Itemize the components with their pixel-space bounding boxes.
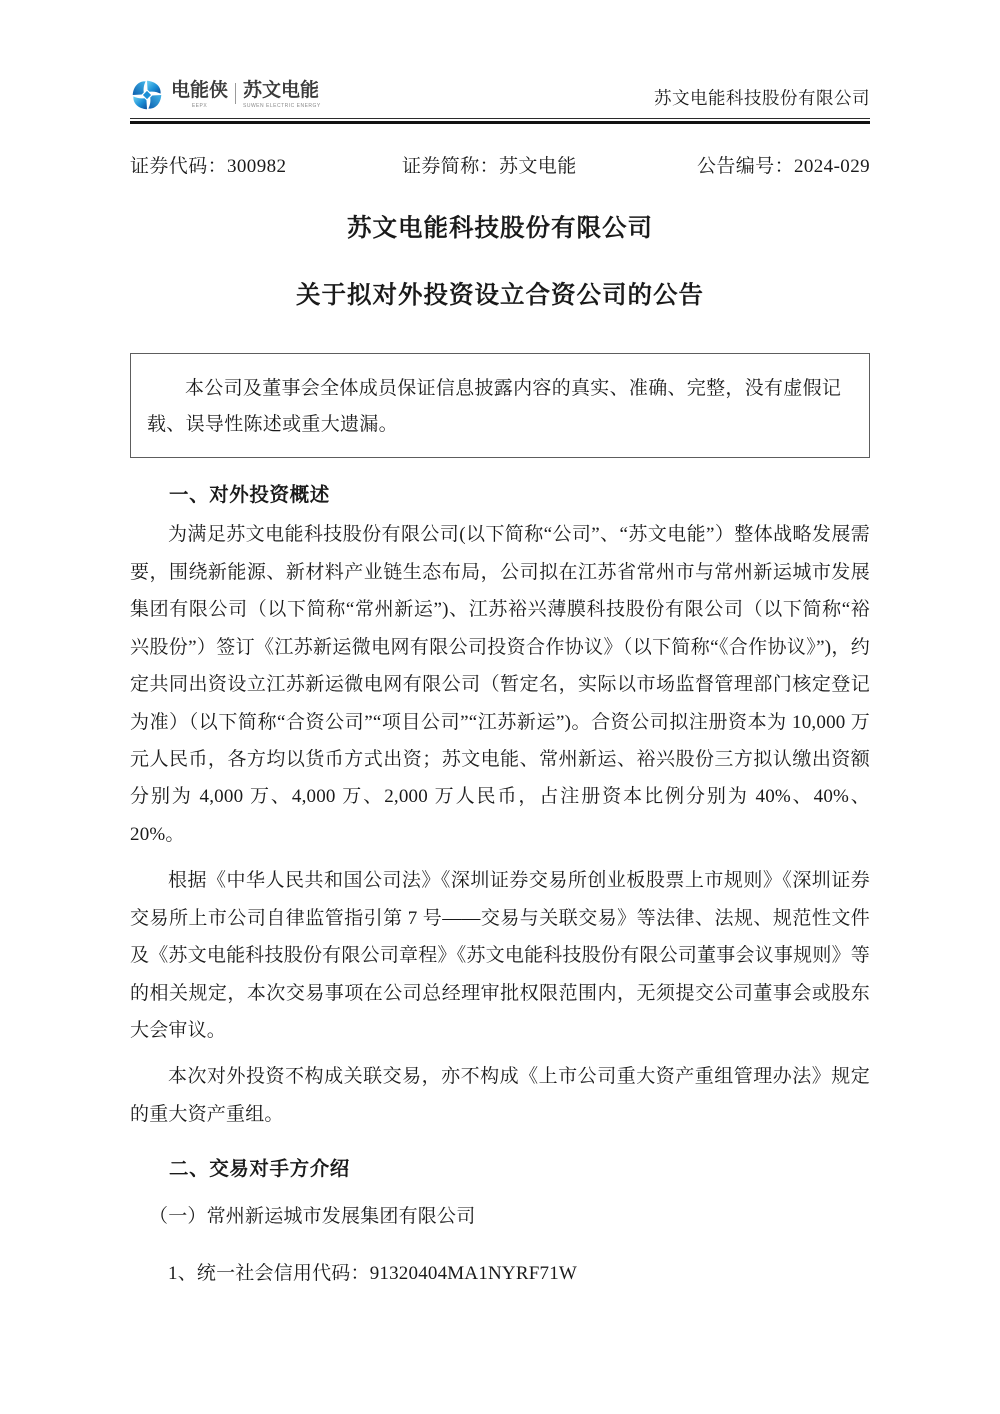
paragraph-regulations: 根据《中华人民共和国公司法》《深圳证券交易所创业板股票上市规则》《深圳证券交易所上市公司自律监管指引第 7 号——交易与关联交易》等法律、法规、规范性文件及《苏文电能科技股份有限公司章程》《苏文电能科技股份有限公司董事会议事规则》等的相关规定，本次交易事项在公司总经理审批权限范围内，无须提交公司董事会或股东大会审议。: [130, 870, 870, 1041]
logo-brand-group: [171, 81, 228, 109]
logo-wordmark: [171, 81, 321, 109]
logo-company-en: SUWEN ELECTRIC ENERGY: [243, 102, 321, 109]
header-company-name: 苏文电能科技股份有限公司: [654, 88, 870, 108]
logo-company-cn: 苏文电能: [243, 79, 320, 102]
security-code: 证券代码：300982: [130, 156, 287, 177]
section-heading-overview: 一、对外投资概述: [169, 485, 330, 507]
company-logo: [130, 78, 321, 112]
header-divider-rule: [130, 118, 870, 124]
logo-brand-en: EEPX: [191, 102, 208, 109]
pinwheel-logo-icon: [130, 78, 164, 112]
section-heading-counterparty: 二、交易对手方介绍: [169, 1159, 350, 1181]
logo-brand-cn: 电能侠: [171, 79, 229, 102]
counterparty-credit-code-item: 1、统一社会信用代码：91320404MA1NYRF71W: [168, 1262, 578, 1284]
announcement-number: 公告编号：2024-029: [696, 156, 870, 177]
security-abbr: 证券简称：苏文电能: [402, 156, 577, 177]
paragraph-investment-overview: 为满足苏文电能科技股份有限公司(以下简称“公司”、“苏文电能”）整体战略发展需要，围绕新能源、新材料产业链生态布局，公司拟在江苏省常州市与常州新运城市发展集团有限公司（以下简称“常州新运”)、江苏裕兴薄膜科技股份有限公司（以下简称“裕兴股份”）签订《江苏新运微电网有限公司投资合作协议》（以下简称“《合作协议》”)，约定共同出资设立江苏新运微电网有限公司（暂定名，实际以市场监督管理部门核定登记为准）（以下简称“合资公司”“项目公司”“江苏新运”)。合资公司拟注册资本为 10,000 万元人民币，各方均以货币方式出资；苏文电能、常州新运、裕兴股份三方拟认缴出资额分别为 4,000 万、4,000 万、2,000 万人民币，占注册资本比例分别为 40%、40%、20%。: [130, 524, 870, 845]
logo-divider: [235, 83, 236, 104]
page-title: 苏文电能科技股份有限公司: [347, 215, 653, 242]
disclaimer-text: 本公司及董事会全体成员保证信息披露内容的真实、准确、完整，没有虚假记载、误导性陈述或重大遗漏。: [147, 378, 842, 435]
counterparty-name-item: （一）常州新运城市发展集团有限公司: [149, 1206, 476, 1228]
logo-company-group: [243, 81, 321, 109]
page-subtitle: 关于拟对外投资设立合资公司的公告: [296, 282, 704, 309]
page-header: [130, 0, 870, 114]
disclaimer-box: [130, 353, 870, 458]
security-info-row: [130, 151, 870, 178]
paragraph-not-related-transaction: 本次对外投资不构成关联交易，亦不构成《上市公司重大资产重组管理办法》规定的重大资产重组。: [130, 1066, 870, 1125]
